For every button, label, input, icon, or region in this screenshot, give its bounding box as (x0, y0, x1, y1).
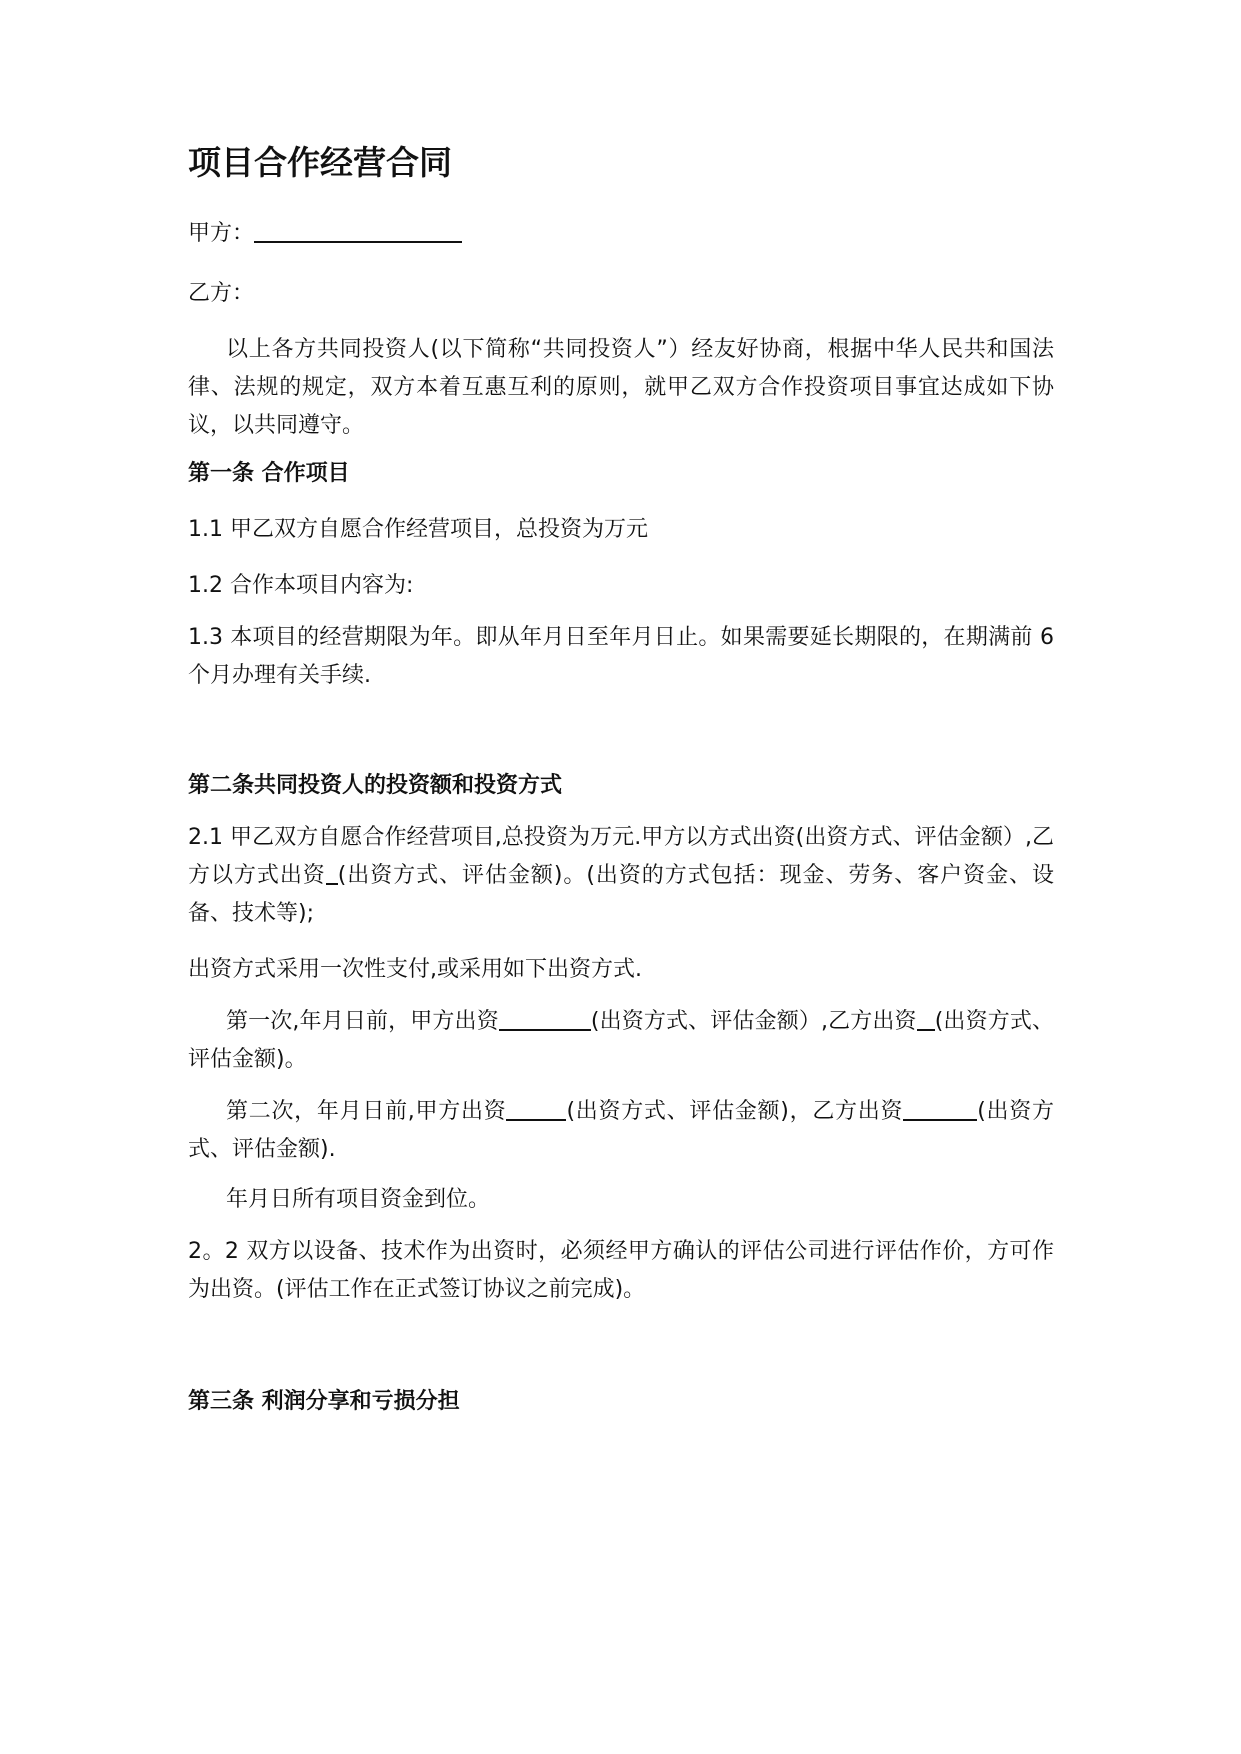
party-b-line (188, 279, 1054, 309)
second-party-a-amount-blank (506, 1097, 566, 1121)
article-1-heading: 第一条 合作项目 (188, 461, 350, 486)
party-a-label: 甲方： (188, 221, 255, 246)
second-installment (188, 1093, 1054, 1169)
clause-2-1-text-b: (出资方式、评估金额)。(出资的方式包括：现金、劳务、客户资金、设备、技术等); (188, 863, 1054, 926)
first-installment-text-a: 第一次,年月日前，甲方出资 (226, 1009, 499, 1034)
clause-1-3: 1.3 本项目的经营期限为年。即从年月日至年月日止。如果需要延长期限的，在期满前 6 个月办理有关手续. (188, 625, 1054, 688)
party-b-label: 乙方： (188, 281, 255, 306)
party-a-blank (254, 219, 462, 243)
second-installment-text-a: 第二次，年月日前,甲方出资 (226, 1099, 507, 1124)
funds-in-place-line: 年月日所有项目资金到位。 (226, 1187, 491, 1212)
second-installment-text-b: (出资方式、评估金额)，乙方出资 (566, 1099, 904, 1124)
clause-2-1-text-a: 2.1 甲乙双方自愿合作经营项目,总投资为万元.甲方以方式出资(出资方式、评估金额）,乙方以方式出资 (188, 825, 1054, 888)
article-3-heading: 第三条 利润分享和亏损分担 (188, 1389, 460, 1414)
first-installment-text-b: (出资方式、评估金额）,乙方出资 (590, 1009, 917, 1034)
first-installment (188, 1003, 1054, 1079)
first-party-a-amount-blank (499, 1007, 591, 1031)
second-party-b-amount-blank (903, 1097, 977, 1121)
first-party-b-amount-blank (917, 1007, 935, 1031)
payment-method-line: 出资方式采用一次性支付,或采用如下出资方式. (188, 957, 642, 982)
clause-1-1: 1.1 甲乙双方自愿合作经营项目，总投资为万元 (188, 517, 648, 542)
article-2-heading: 第二条共同投资人的投资额和投资方式 (188, 773, 563, 798)
party-a-line (188, 219, 1054, 249)
party-b-method-blank (326, 861, 338, 885)
first-installment-text-c: (出资方式、评估金额)。 (188, 1009, 1054, 1072)
document-title: 项目合作经营合同 (188, 143, 452, 182)
intro-paragraph: 以上各方共同投资人(以下简称“共同投资人”）经友好协商，根据中华人民共和国法律、法规的规定，双方本着互惠互利的原则，就甲乙双方合作投资项目事宜达成如下协议，以共同遵守。 (188, 337, 1054, 438)
clause-1-2: 1.2 合作本项目内容为: (188, 573, 414, 598)
clause-2-2: 2。2 双方以设备、技术作为出资时，必须经甲方确认的评估公司进行评估作价，方可作为出资。(评估工作在正式签订协议之前完成)。 (188, 1239, 1054, 1302)
second-installment-text-c: (出资方式、评估金额). (188, 1099, 1054, 1162)
clause-2-1 (188, 819, 1054, 933)
